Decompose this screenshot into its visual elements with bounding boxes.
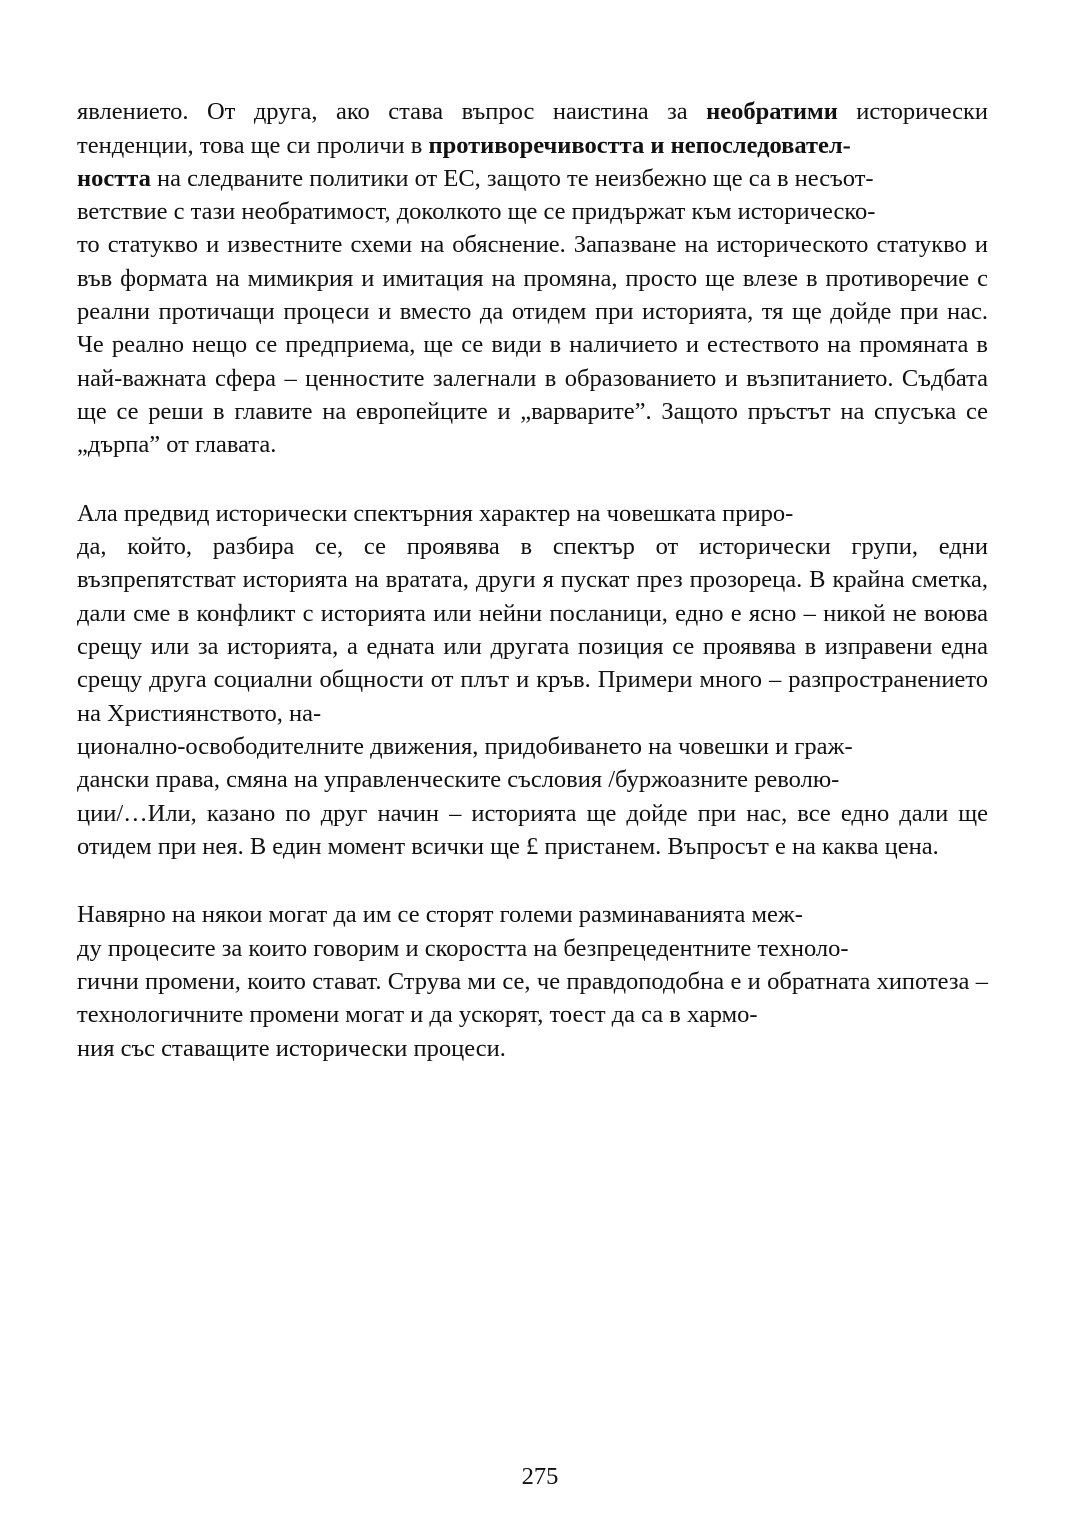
paragraph-text: Навярно на някои могат да им се сторят големи разминаванията меж- ду процесите за които говорим и скоростта на безпрецедентните техноло- гични промени, които стават. Струва ми се, че правдоподобна е и обратната хипотеза – технологичните промени могат и да ускорят, тоест да са в хармо- ния със ставащите исторически процеси. [77, 901, 988, 1062]
paragraph [77, 62, 988, 462]
paragraph [77, 865, 988, 1065]
paragraph-text: Ала предвид исторически спектърния характер на човешката приро- да, който, разбира се, се проявява в спектър от исторически групи, едни възпрепятстват историята на вратата, други я пускат през прозореца. В крайна сметка, дали сме в конфликт с историята или нейни посланици, едно е ясно – никой не воюва срещу или за историята, а едната или другата позиция се проявява в изправени една срещу друга социални общности от плът и кръв. Примери много – разпространението на Християнството, на- ционално-освободителните движения, придобиването на човешки и граж- дански права, смяна на управленческите съсловия /буржоазните револю- ции/…Или, казано по друг начин – историята ще дойде при нас, все едно дали ще отидем при нея. В един момент всички ще £ пристанем. Въпросът е на каква цена. [77, 499, 988, 860]
paragraph-text: явлението. От друга, ако става въпрос наистина за [77, 98, 707, 126]
bold-term-neobratimi: необратими [706, 98, 838, 126]
paragraph-text: на следваните политики от ЕС, защото те неизбежно ще са в несъот- ветствие с тази необратимост, доколкото ще се придържат към историческо- то статукво и известните схеми на обяснение. Запазване на историческото статукво и във формата на мимикрия и имитация на промяна, просто ще влезе в противоречие с реални протичащи процеси и вместо да отидем при историята, тя ще дойде при нас. Че реално нещо се предприема, ще се види в наличието и естеството на промяната в най-важната сфера – ценностите залегнали в образованието и възпитанието. Съдбата ще се реши в главите на европейците и „варварите”. Защото пръстът на спусъка се „дърпа” от главата. [77, 164, 988, 459]
page-body [77, 62, 988, 1065]
paragraph [77, 464, 988, 864]
page-number: 275 [521, 1463, 559, 1490]
paragraph-text: исторически тенденции, това ще си проличи в [77, 98, 988, 159]
bold-term-protivorechivostta: противоречивостта и непоследовател- ността [77, 131, 851, 192]
